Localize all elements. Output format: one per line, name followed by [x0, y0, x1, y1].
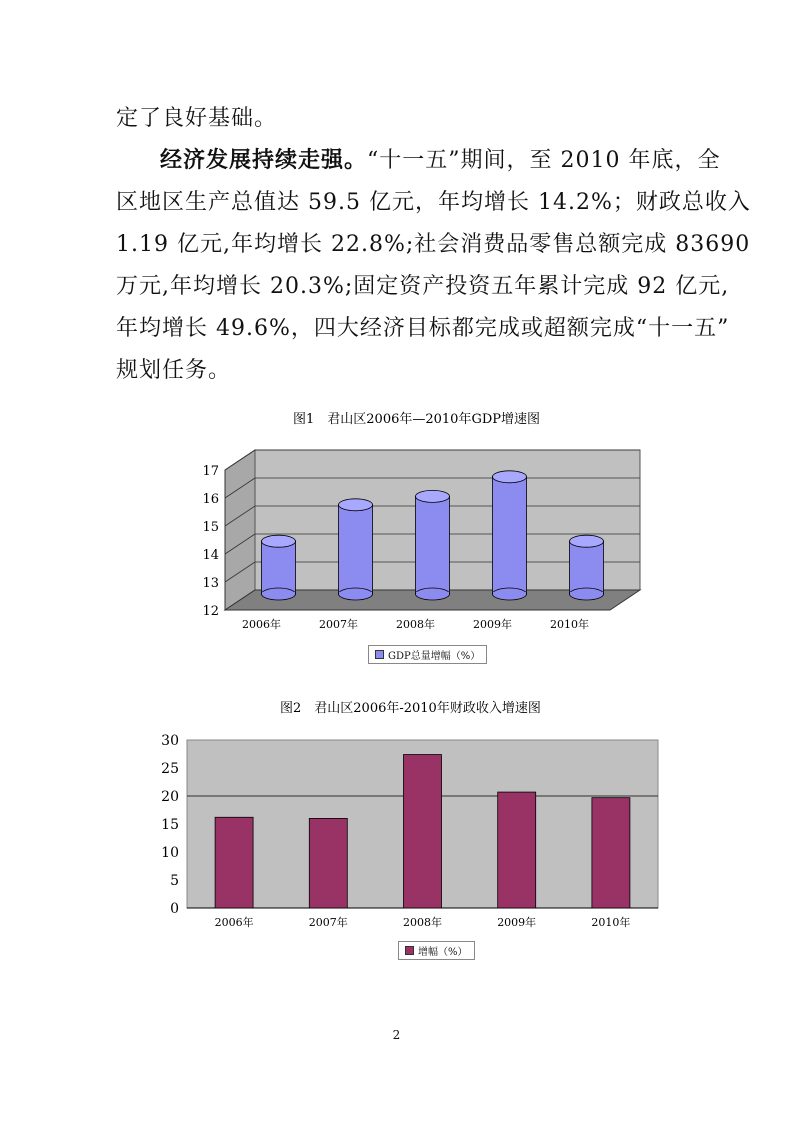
chart1-bar-body — [570, 541, 604, 594]
body-text — [116, 98, 751, 392]
chart2-xtick-label: 2008年 — [403, 916, 442, 929]
chart1-bar-top — [493, 471, 527, 483]
chart2-bar — [498, 792, 536, 908]
text-line: 定了良好基础。 — [116, 106, 278, 131]
chart1-bar-base-fill — [493, 592, 526, 595]
chart1-title: 图1 君山区2006年—2010年GDP增速图 — [293, 412, 540, 427]
legend-swatch — [375, 650, 384, 659]
chart1-ytick-label: 12 — [202, 604, 219, 619]
chart1-ytick-label: 13 — [202, 576, 219, 591]
chart1-xtick-label: 2006年 — [242, 618, 281, 631]
chart1-side-wall — [225, 450, 255, 610]
chart1-bar-body — [493, 477, 527, 594]
chart1-bar-body — [416, 496, 450, 594]
chart1-ytick-label: 16 — [202, 492, 219, 507]
legend-swatch — [405, 946, 414, 955]
chart1-bar-body — [262, 541, 296, 594]
text-line: 年均增长 49.6%，四大经济目标都完成或超额完成“十一五” — [116, 316, 730, 341]
chart2-xtick-label: 2006年 — [214, 916, 254, 929]
chart1-ytick-label: 15 — [202, 520, 219, 535]
text-line: 规划任务。 — [116, 358, 232, 383]
chart1-bar-base-fill — [262, 592, 295, 595]
chart2-ytick-label: 20 — [161, 789, 179, 805]
chart1-bar — [339, 499, 373, 600]
chart2-xtick-label: 2009年 — [497, 916, 537, 929]
chart1-xtick-label: 2008年 — [396, 618, 435, 631]
page-number: 2 — [392, 1028, 401, 1042]
chart2-ytick-label: 30 — [161, 733, 179, 749]
chart2-ytick-label: 0 — [170, 901, 179, 917]
chart1-ytick-label: 17 — [202, 464, 219, 479]
chart2-area — [150, 730, 670, 934]
chart2-xtick-label: 2007年 — [308, 916, 348, 929]
bold-lead: 经济发展持续走强。 — [160, 148, 368, 173]
chart1-xtick-label: 2009年 — [473, 618, 512, 631]
chart1-bar-base-fill — [570, 592, 603, 595]
chart1-bar-top — [339, 499, 373, 511]
chart1-bar-top — [416, 490, 450, 502]
chart1-bar — [262, 535, 296, 600]
chart1-svg — [180, 430, 660, 640]
chart2-svg — [150, 730, 670, 930]
chart1-xtick-label: 2010年 — [550, 618, 589, 631]
text-line: 1.19 亿元,年均增长 22.8%;社会消费品零售总额完成 83690 — [116, 232, 751, 257]
chart1-bar-base-fill — [339, 592, 372, 595]
text-line: 区地区生产总值达 59.5 亿元，年均增长 14.2%；财政总收入 — [116, 190, 751, 215]
text-span: “十一五”期间，至 2010 年底，全 — [367, 148, 721, 173]
chart2-xtick-label: 2010年 — [591, 916, 631, 929]
chart1-legend — [368, 645, 487, 664]
chart1-bar — [493, 471, 527, 600]
chart1-bar — [570, 535, 604, 600]
legend-label: 增幅（%） — [418, 947, 468, 958]
chart1-bar-top — [262, 535, 296, 547]
chart1-bar-top — [570, 535, 604, 547]
chart2-bar — [592, 798, 630, 908]
chart1-bar — [416, 490, 450, 600]
chart2-bar — [309, 818, 347, 908]
chart1-bar-body — [339, 505, 373, 594]
chart2-ytick-label: 25 — [161, 761, 179, 777]
text-line: 万元,年均增长 20.3%;固定资产投资五年累计完成 92 亿元, — [116, 274, 730, 299]
chart1-xtick-label: 2007年 — [319, 618, 358, 631]
paragraph-first-line — [116, 140, 721, 182]
chart2-ytick-label: 5 — [170, 873, 179, 889]
chart2-ytick-label: 15 — [161, 817, 179, 833]
chart2-bar — [215, 817, 253, 908]
chart1-area — [180, 430, 660, 644]
chart2-title: 图2 君山区2006年-2010年财政收入增速图 — [280, 701, 541, 716]
chart2-legend — [398, 941, 475, 960]
chart2-bar — [404, 755, 442, 908]
chart1-ytick-label: 14 — [202, 548, 219, 563]
chart1-bar-base-fill — [416, 592, 449, 595]
chart2-ytick-label: 10 — [161, 845, 179, 861]
legend-label: GDP总量增幅（%） — [388, 651, 481, 662]
